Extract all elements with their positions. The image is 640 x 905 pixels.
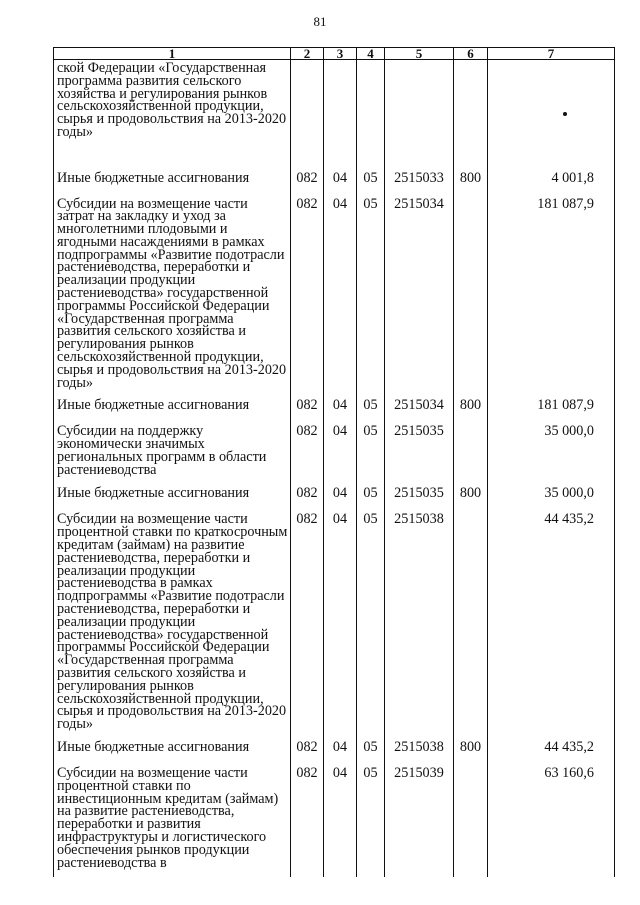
row-rz — [324, 60, 357, 170]
budget-table — [53, 47, 615, 877]
row-ved — [291, 60, 324, 170]
row-ved: 082 — [291, 423, 324, 485]
row-vr — [454, 60, 488, 170]
col-header-2: 2 — [291, 48, 324, 60]
row-ved: 082 — [291, 739, 324, 765]
row-sum: 35 000,0 — [488, 485, 615, 511]
row-description: Иные бюджетные ассигнования — [54, 739, 291, 765]
row-rz: 04 — [324, 170, 357, 196]
table-header-row — [54, 48, 615, 60]
col-header-5: 5 — [385, 48, 454, 60]
row-sum: 181 087,9 — [488, 397, 615, 423]
row-sum: 4 001,8 — [488, 170, 615, 196]
row-ved: 082 — [291, 397, 324, 423]
row-vr: 800 — [454, 170, 488, 196]
row-sum: 181 087,9 — [488, 196, 615, 398]
row-rz: 04 — [324, 423, 357, 485]
stray-dot-mark — [563, 112, 567, 116]
table-row — [54, 511, 615, 739]
row-rz: 04 — [324, 511, 357, 739]
row-description: Субсидии на поддержку экономически значимых региональных программ в области растениеводства — [54, 423, 291, 485]
row-ved: 082 — [291, 765, 324, 877]
row-csr: 2515038 — [385, 739, 454, 765]
row-csr — [385, 60, 454, 170]
row-pr: 05 — [357, 196, 385, 398]
row-ved: 082 — [291, 485, 324, 511]
row-sum: 44 435,2 — [488, 739, 615, 765]
row-vr: 800 — [454, 485, 488, 511]
row-description: Субсидии на возмещение части процентной ставки по инвестиционным кредитам (займам) на развитие растениеводства, переработки и развития инфраструктуры и логистического обеспечения рынков продукции растениеводства в — [54, 765, 291, 877]
row-rz: 04 — [324, 739, 357, 765]
row-sum — [488, 60, 615, 170]
table-row — [54, 739, 615, 765]
page-number: 81 — [313, 14, 327, 29]
row-pr: 05 — [357, 397, 385, 423]
row-sum: 35 000,0 — [488, 423, 615, 485]
row-description: Субсидии на возмещение части затрат на закладку и уход за многолетними плодовыми и ягодными насаждениями в рамках подпрограммы «Развитие подотрасли растениеводства, переработки и реализации продукции растениеводства» государственной программы Российской Федерации «Государственная программа развития сельского хозяйства и регулирования рынков сельскохозяйственной продукции, сырья и продовольствия на 2013-2020 годы» — [54, 196, 291, 398]
table-row — [54, 397, 615, 423]
row-ved: 082 — [291, 170, 324, 196]
row-csr: 2515034 — [385, 196, 454, 398]
col-header-6: 6 — [454, 48, 488, 60]
row-csr: 2515033 — [385, 170, 454, 196]
row-pr: 05 — [357, 423, 385, 485]
row-csr: 2515034 — [385, 397, 454, 423]
row-vr — [454, 765, 488, 877]
row-sum: 63 160,6 — [488, 765, 615, 877]
col-header-1: 1 — [54, 48, 291, 60]
col-header-3: 3 — [324, 48, 357, 60]
table-row — [54, 60, 615, 170]
row-pr — [357, 60, 385, 170]
row-pr: 05 — [357, 511, 385, 739]
row-ved: 082 — [291, 196, 324, 398]
row-description: Иные бюджетные ассигнования — [54, 170, 291, 196]
row-description: Иные бюджетные ассигнования — [54, 397, 291, 423]
row-description: Субсидии на возмещение части процентной ставки по краткосрочным кредитам (займам) на развитие растениеводства, переработки и реализации продукции растениеводства в рамках подпрограммы «Развитие подотрасли растениеводства, переработки и реализации продукции растениеводства» государственной программы Российской Федерации «Государственная программа развития сельского хозяйства и регулирования рынков сельскохозяйственной продукции, сырья и продовольствия на 2013-2020 годы» — [54, 511, 291, 739]
table-row — [54, 423, 615, 485]
row-vr — [454, 423, 488, 485]
row-ved: 082 — [291, 511, 324, 739]
row-pr: 05 — [357, 170, 385, 196]
row-rz: 04 — [324, 765, 357, 877]
row-pr: 05 — [357, 485, 385, 511]
row-rz: 04 — [324, 485, 357, 511]
row-csr: 2515035 — [385, 485, 454, 511]
row-csr: 2515038 — [385, 511, 454, 739]
row-description: Иные бюджетные ассигнования — [54, 485, 291, 511]
col-header-7: 7 — [488, 48, 615, 60]
table-row — [54, 765, 615, 877]
table-row — [54, 485, 615, 511]
table-row — [54, 196, 615, 398]
row-sum: 44 435,2 — [488, 511, 615, 739]
row-pr: 05 — [357, 739, 385, 765]
row-rz: 04 — [324, 196, 357, 398]
col-header-4: 4 — [357, 48, 385, 60]
row-vr: 800 — [454, 739, 488, 765]
row-csr: 2515035 — [385, 423, 454, 485]
row-description: ской Федерации «Государственная программа развития сельского хозяйства и регулирования рынков сельскохозяйственной продукции, сырья и продовольствия на 2013-2020 годы» — [54, 60, 291, 170]
row-vr — [454, 511, 488, 739]
row-rz: 04 — [324, 397, 357, 423]
table-row — [54, 170, 615, 196]
row-pr: 05 — [357, 765, 385, 877]
row-vr — [454, 196, 488, 398]
row-csr: 2515039 — [385, 765, 454, 877]
row-vr: 800 — [454, 397, 488, 423]
